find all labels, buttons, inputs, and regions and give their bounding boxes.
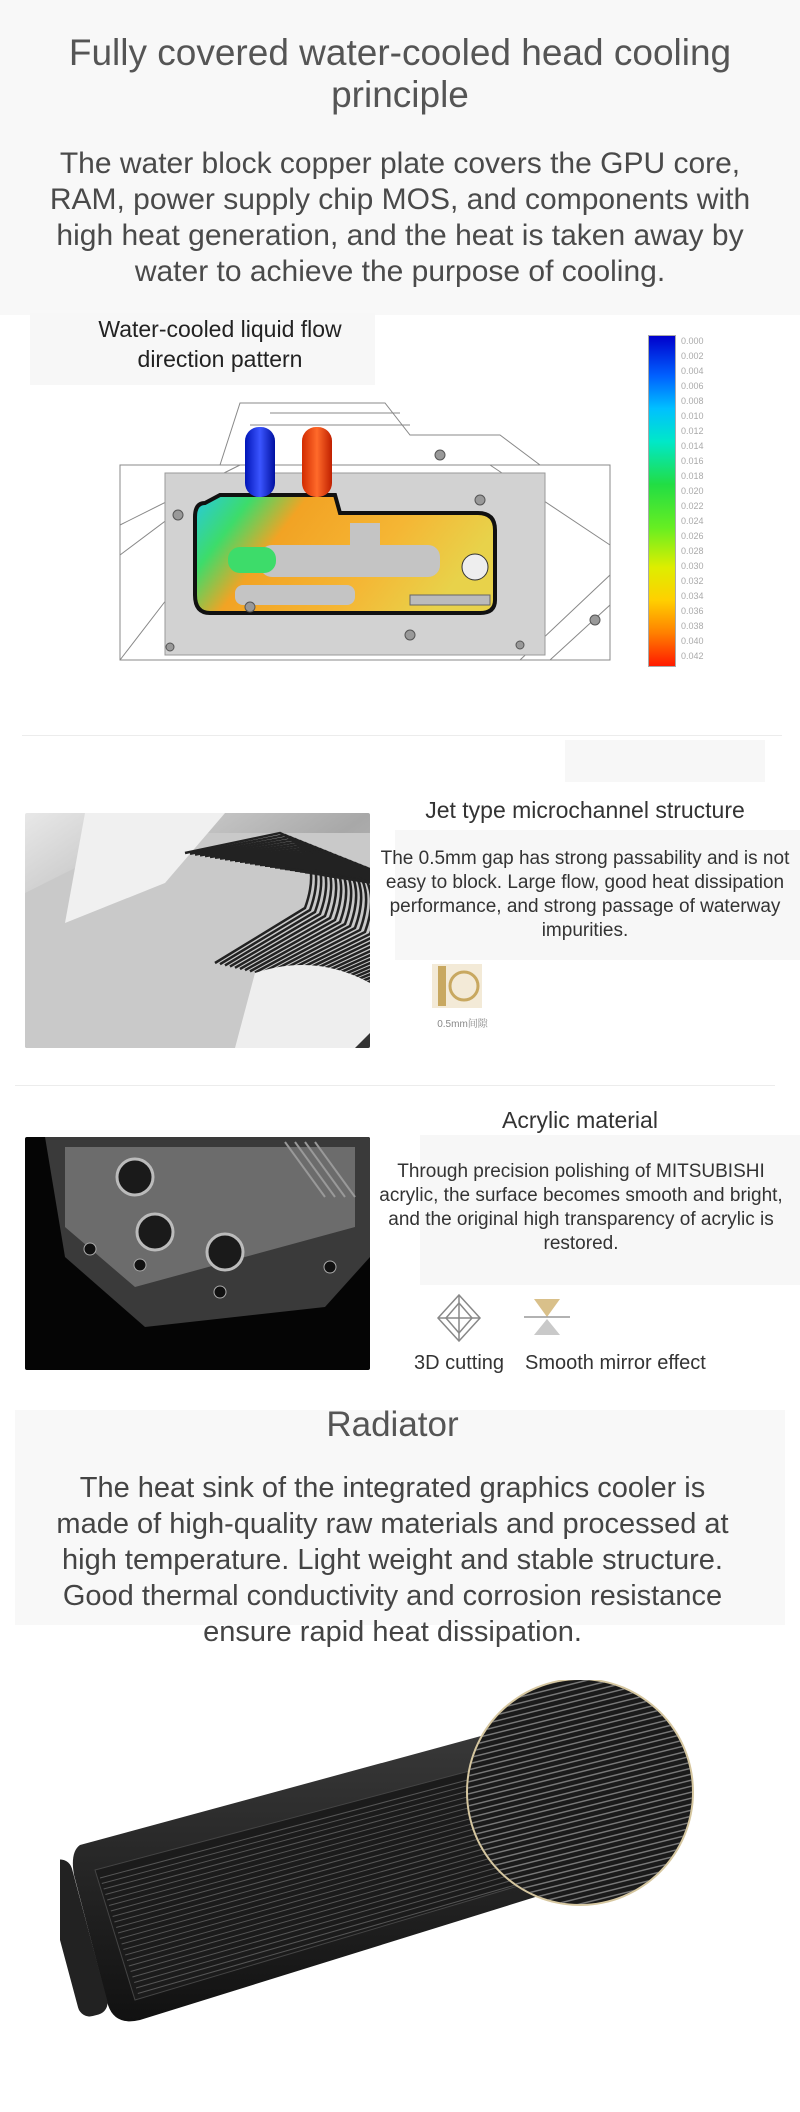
scale-label: 0.038	[681, 621, 704, 631]
scale-label: 0.020	[681, 486, 704, 496]
intro-title: Fully covered water-cooled head cooling principle	[68, 32, 732, 115]
scale-label: 0.022	[681, 501, 704, 511]
outlet-pipe-icon	[302, 427, 332, 497]
color-scale-labels	[681, 335, 741, 665]
section-divider	[15, 1085, 775, 1086]
intro-description: The water block copper plate covers the GPU core, RAM, power supply chip MOS, and components with high heat generation, and the heat is taken away by water to achieve the purpose of cooling.	[49, 147, 751, 288]
microchannel-text: The 0.5mm gap has strong passability and is not easy to block. Large flow, good heat dissipation performance, and strong passage of waterway impurities.	[380, 848, 790, 941]
scale-label: 0.008	[681, 396, 704, 406]
scale-label: 0.016	[681, 456, 704, 466]
scale-label: 0.030	[681, 561, 704, 571]
scale-label: 0.000	[681, 336, 704, 346]
acrylic-title: Acrylic material	[502, 1107, 658, 1133]
scale-label: 0.012	[681, 426, 704, 436]
acrylic-photo	[25, 1137, 370, 1370]
radiator-title: Radiator	[326, 1405, 459, 1444]
scale-label: 0.018	[681, 471, 704, 481]
inlet-pipe-icon	[245, 427, 275, 497]
3d-cutting-label: 3D cutting	[414, 1352, 505, 1374]
scale-label: 0.042	[681, 651, 704, 661]
section-divider	[22, 735, 782, 736]
microchannel-photo	[25, 813, 370, 1048]
scale-label: 0.024	[681, 516, 704, 526]
scale-label: 0.004	[681, 366, 704, 376]
scale-label: 0.002	[681, 351, 704, 361]
scale-label: 0.034	[681, 591, 704, 601]
microchannel-title: Jet type microchannel structure	[425, 797, 745, 823]
scale-label: 0.040	[681, 636, 704, 646]
radiator-description: The heat sink of the integrated graphics cooler is made of high-quality raw materials and processed at high temperature. Light weight and stable structure. Good thermal conductivity and corrosion resistance ensure rapid heat dissipation.	[56, 1472, 729, 1648]
gap-icon	[432, 962, 484, 1010]
scale-label: 0.006	[681, 381, 704, 391]
mirror-effect-icon	[522, 1295, 572, 1341]
water-block-flow-diagram	[110, 395, 630, 670]
color-scale-bar	[648, 335, 676, 667]
scale-label: 0.014	[681, 441, 704, 451]
radiator-photo	[60, 1680, 740, 2070]
scale-label: 0.032	[681, 576, 704, 586]
gap-caption: 0.5mm间隙	[437, 1019, 488, 1030]
mirror-effect-label: Smooth mirror effect	[525, 1352, 706, 1374]
acrylic-text: Through precision polishing of MITSUBISHI acrylic, the surface becomes smooth and bright, and the original high transparency of acrylic is restored.	[379, 1161, 783, 1254]
scale-label: 0.026	[681, 531, 704, 541]
3d-cutting-icon	[436, 1293, 482, 1343]
decor-background	[565, 740, 765, 782]
scale-label: 0.010	[681, 411, 704, 421]
scale-label: 0.028	[681, 546, 704, 556]
flow-label: Water-cooled liquid flow direction pattern	[98, 316, 342, 372]
scale-label: 0.036	[681, 606, 704, 616]
